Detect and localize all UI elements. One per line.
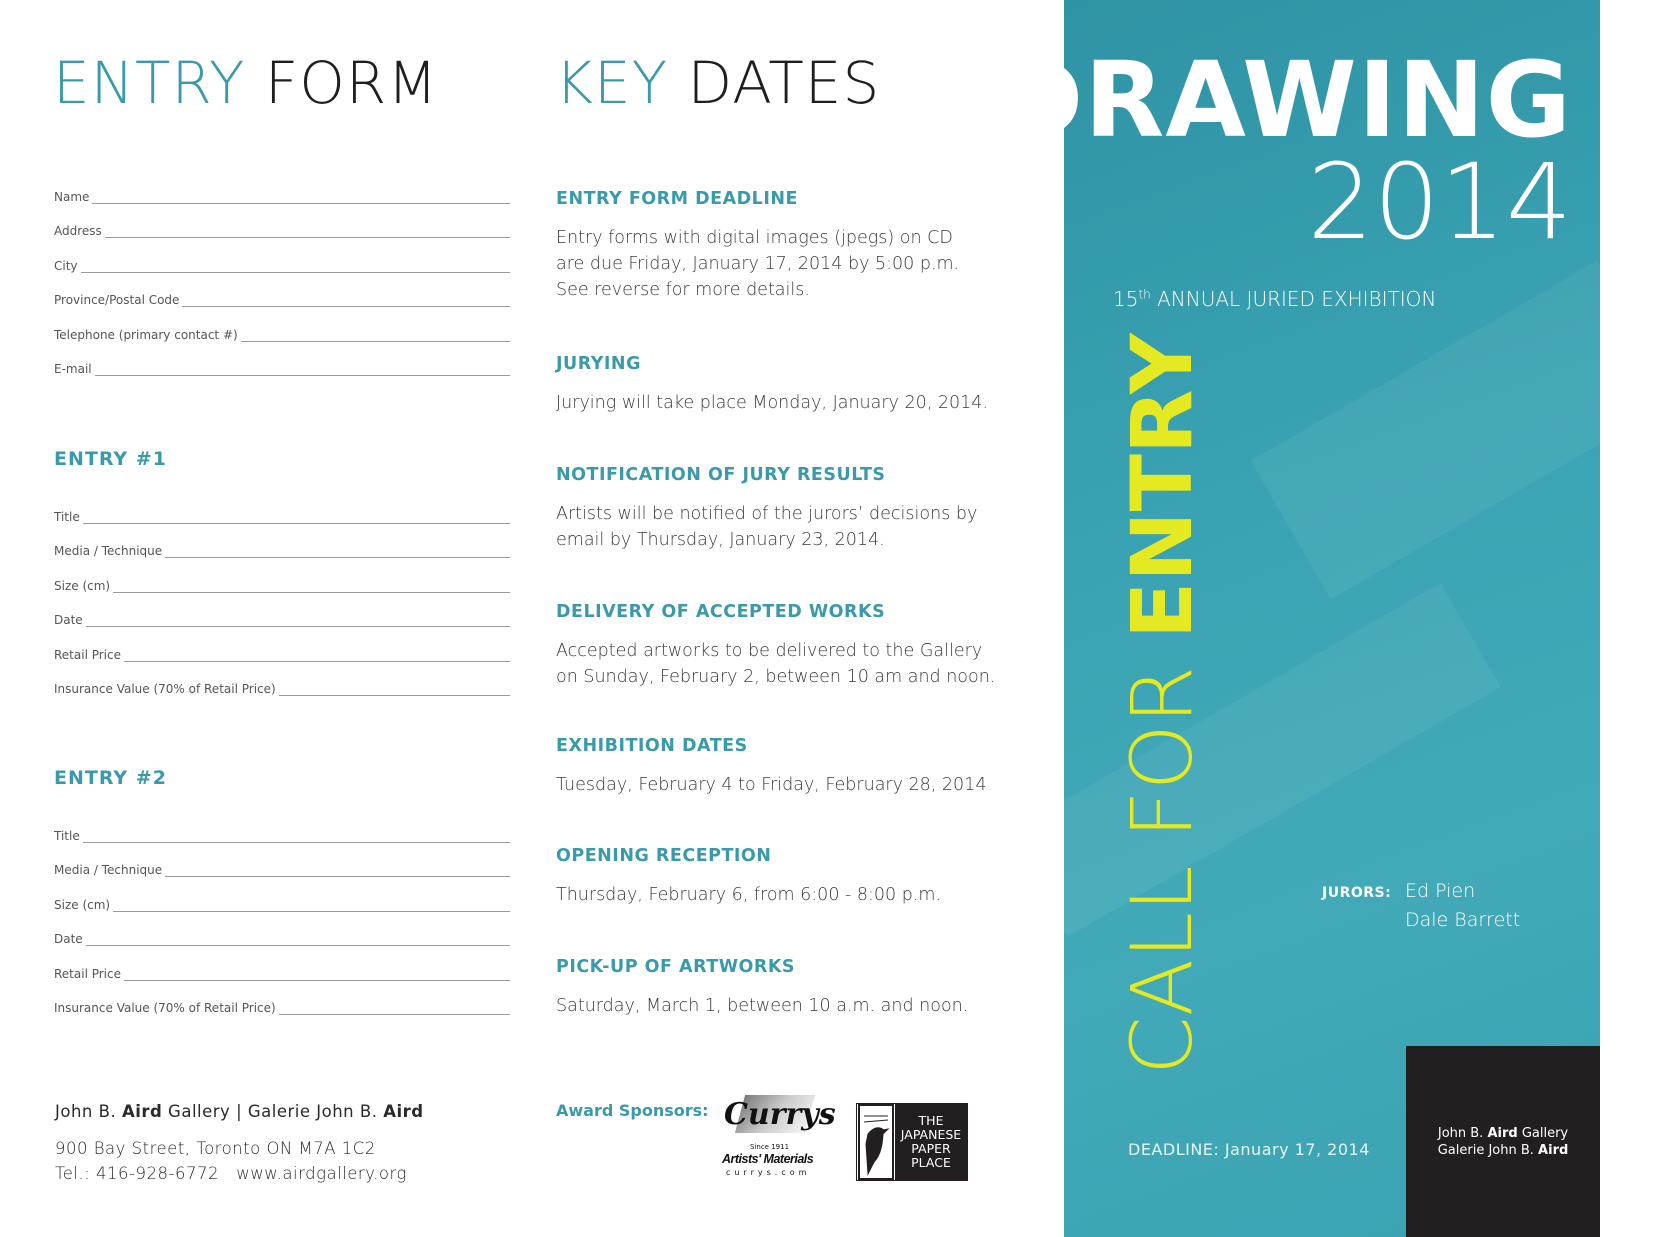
jurors-label: JURORS: <box>1322 885 1392 901</box>
field-label: Media / Technique <box>54 863 163 878</box>
field-label: Address <box>54 224 102 239</box>
gallery-text: Gallery | Galerie John B. <box>162 1102 384 1121</box>
key-date-text: on Sunday, February 2, between 10 am and noon. <box>556 667 996 687</box>
field-label: Date <box>54 932 83 947</box>
field-input-line[interactable] <box>105 227 510 238</box>
field-label: Insurance Value (70% of Retail Price) <box>54 1001 276 1015</box>
title-accent: KEY <box>555 49 669 117</box>
gallery-bold: Aird <box>121 1102 163 1121</box>
jpp-line: JAPANESE <box>900 1127 962 1142</box>
field-label: City <box>54 258 78 273</box>
field-input-line[interactable] <box>113 901 510 912</box>
form-field[interactable] <box>54 257 510 273</box>
annual-text: ANNUAL JURIED EXHIBITION <box>1150 287 1437 311</box>
key-dates-title <box>555 49 881 117</box>
key-date-text: Saturday, March 1, between 10 a.m. and noon. <box>556 996 969 1016</box>
key-date-text: Artists will be notified of the jurors’ decisions by <box>556 504 978 524</box>
gallery-contact <box>55 1164 407 1183</box>
badge-text: John B. <box>1437 1125 1488 1141</box>
field-input-line[interactable] <box>113 582 510 593</box>
key-date-text: Jurying will take place Monday, January 20, 2014. <box>556 393 988 413</box>
key-date-heading: DELIVERY OF ACCEPTED WORKS <box>556 602 886 622</box>
key-date-text: Thursday, February 6, from 6:00 - 8:00 p.m. <box>556 885 942 905</box>
gallery-address: 900 Bay Street, Toronto ON M7A 1C2 <box>55 1139 376 1158</box>
gallery-website[interactable]: www.airdgallery.org <box>236 1164 407 1183</box>
sponsors-label: Award Sponsors: <box>556 1101 709 1120</box>
currys-tagline: Artists' Materials <box>722 1152 814 1166</box>
field-input-line[interactable] <box>95 365 510 376</box>
form-field[interactable] <box>54 188 510 204</box>
juror-name: Dale Barrett <box>1405 909 1521 931</box>
entry-heading: ENTRY #1 <box>54 448 167 470</box>
call-for-text: CALL FOR <box>1113 639 1211 1075</box>
jpp-line: PLACE <box>911 1155 951 1170</box>
badge-text: Gallery <box>1517 1125 1569 1141</box>
gallery-badge <box>1406 1046 1600 1237</box>
form-field[interactable] <box>54 577 510 593</box>
currys-url: currys.com <box>726 1168 811 1177</box>
gallery-tel: Tel.: 416-928-6772 <box>55 1164 219 1183</box>
key-date-heading: JURYING <box>556 354 641 374</box>
field-input-line[interactable] <box>92 193 510 204</box>
gallery-badge-line2 <box>1406 1142 1600 1159</box>
field-input-line[interactable] <box>83 832 510 843</box>
field-input-line[interactable] <box>279 685 510 696</box>
gallery-name <box>55 1102 424 1121</box>
annual-number: 15 <box>1113 287 1139 311</box>
field-input-line[interactable] <box>279 1004 510 1015</box>
field-label: Retail Price <box>54 966 121 981</box>
field-label: Name <box>54 190 90 204</box>
key-date-heading: OPENING RECEPTION <box>556 846 772 866</box>
form-field[interactable] <box>54 896 510 912</box>
cover-title: DRAWING <box>996 39 1572 161</box>
form-field[interactable] <box>54 646 510 662</box>
badge-bold: Aird <box>1538 1142 1569 1158</box>
annual-suffix: th <box>1138 287 1151 302</box>
field-input-line[interactable] <box>86 935 510 946</box>
field-input-line[interactable] <box>124 651 510 662</box>
key-date-text: email by Thursday, January 23, 2014. <box>556 530 885 550</box>
title-rest: FORM <box>264 49 439 117</box>
entry-form-title <box>53 49 439 117</box>
form-field[interactable] <box>54 508 510 524</box>
form-field[interactable] <box>54 930 510 946</box>
form-field[interactable] <box>54 680 510 696</box>
annual-exhibition <box>1113 287 1436 311</box>
key-date-text: are due Friday, January 17, 2014 by 5:00 p.m. <box>556 254 960 274</box>
call-for-entry <box>1113 333 1211 1075</box>
key-date-text: Entry forms with digital images (jpegs) on CD <box>556 228 953 248</box>
field-label: Size (cm) <box>54 578 111 593</box>
key-date-heading: EXHIBITION DATES <box>556 736 748 756</box>
key-date-heading: NOTIFICATION OF JURY RESULTS <box>556 465 886 485</box>
japanese-paper-place-logo <box>856 1103 968 1181</box>
field-label: E-mail <box>54 362 92 376</box>
jpp-line: PAPER <box>911 1141 951 1156</box>
juror-name: Ed Pien <box>1405 880 1476 902</box>
cover-deadline: DEADLINE: January 17, 2014 <box>1128 1140 1370 1159</box>
key-date-text: See reverse for more details. <box>556 280 810 300</box>
form-field[interactable] <box>54 965 510 981</box>
field-input-line[interactable] <box>83 513 510 524</box>
entry-text: ENTRY <box>1113 333 1211 640</box>
field-label: Date <box>54 613 83 628</box>
field-input-line[interactable] <box>86 616 510 627</box>
field-label: Insurance Value (70% of Retail Price) <box>54 682 276 696</box>
field-input-line[interactable] <box>124 970 510 981</box>
badge-text: Galerie John B. <box>1437 1142 1539 1158</box>
field-label: Title <box>54 829 80 843</box>
form-field[interactable] <box>54 861 510 877</box>
field-label: Media / Technique <box>54 544 163 559</box>
gallery-text: John B. <box>55 1102 122 1121</box>
form-field[interactable] <box>54 827 510 843</box>
currys-logo <box>722 1093 836 1185</box>
currys-since: Since 1911 <box>750 1143 790 1151</box>
field-input-line[interactable] <box>165 866 510 877</box>
form-field[interactable] <box>54 360 510 376</box>
gallery-bold: Aird <box>383 1102 424 1121</box>
form-field[interactable] <box>54 222 510 238</box>
title-rest: DATES <box>687 49 881 117</box>
jpp-line: THE <box>918 1113 944 1128</box>
field-label: Telephone (primary contact #) <box>54 327 238 342</box>
form-field[interactable] <box>54 326 510 342</box>
gallery-badge-line1 <box>1406 1125 1600 1142</box>
field-input-line[interactable] <box>241 331 510 342</box>
field-input-line[interactable] <box>165 547 510 558</box>
form-field[interactable] <box>54 611 510 627</box>
jpp-wordmark <box>895 1104 967 1180</box>
key-date-heading: ENTRY FORM DEADLINE <box>556 189 798 209</box>
bird-illustration-icon <box>858 1104 894 1180</box>
badge-bold: Aird <box>1487 1125 1518 1141</box>
field-label: Retail Price <box>54 647 121 662</box>
form-field[interactable] <box>54 999 510 1015</box>
field-label: Province/Postal Code <box>54 293 180 308</box>
key-date-heading: PICK-UP OF ARTWORKS <box>556 957 796 977</box>
entry-heading: ENTRY #2 <box>54 767 167 789</box>
title-accent: ENTRY <box>53 49 246 117</box>
field-label: Title <box>54 510 80 524</box>
field-input-line[interactable] <box>182 296 510 307</box>
form-field[interactable] <box>54 542 510 558</box>
key-date-text: Accepted artworks to be delivered to the Gallery <box>556 641 983 661</box>
currys-name: Currys <box>724 1097 836 1132</box>
background-texture <box>1251 261 1677 600</box>
field-label: Size (cm) <box>54 897 111 912</box>
field-input-line[interactable] <box>81 262 510 273</box>
form-field[interactable] <box>54 291 510 307</box>
key-date-text: Tuesday, February 4 to Friday, February 28, 2014 <box>556 775 987 795</box>
cover-year: 2014 <box>1307 141 1572 263</box>
